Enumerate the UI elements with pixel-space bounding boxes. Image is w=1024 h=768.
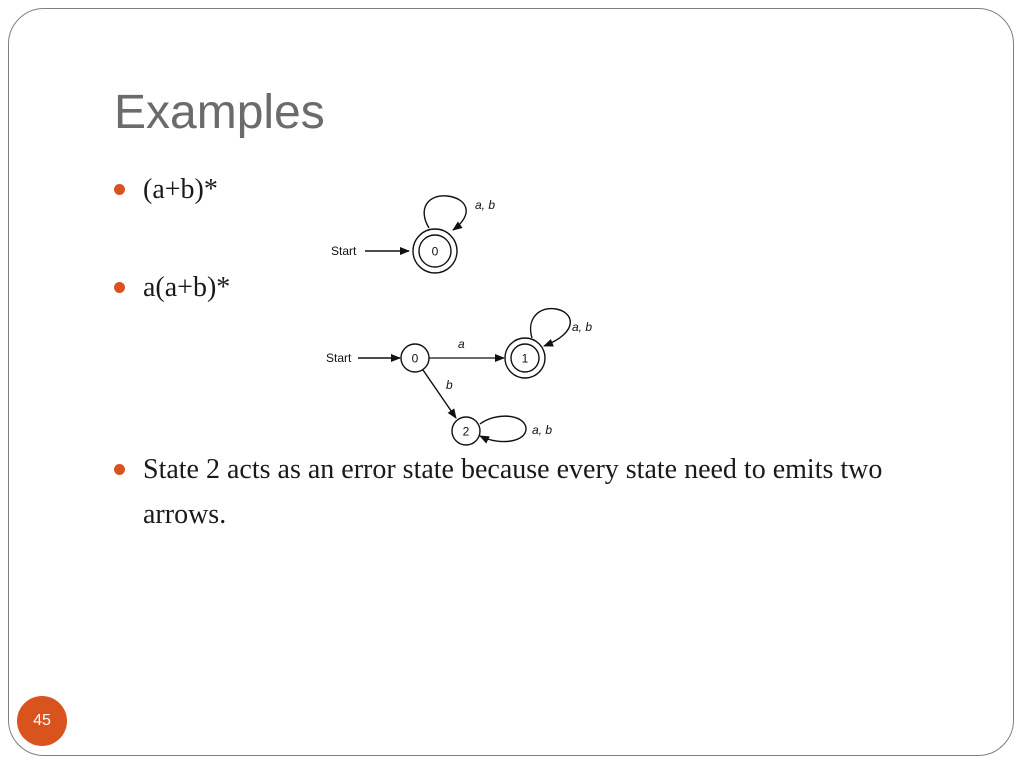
state-label: 0 <box>431 244 439 259</box>
transition-label: a, b <box>572 320 593 334</box>
transition-label: a, b <box>475 198 496 212</box>
transition-label: b <box>446 378 453 392</box>
transition-label: a, b <box>532 423 553 437</box>
slide-title: Examples <box>114 86 325 139</box>
state-0 <box>401 344 429 372</box>
state-2 <box>452 417 480 445</box>
page-number-badge <box>17 696 67 746</box>
transition-label: a <box>458 337 465 351</box>
bullet-text: (a+b)* <box>143 174 218 205</box>
self-loop-arrow <box>480 416 526 441</box>
bullet-text: a(a+b)* <box>143 272 231 303</box>
bullet-dot-icon <box>114 184 125 195</box>
start-label: Start <box>331 244 357 258</box>
bullet-dot-icon <box>114 464 125 475</box>
state-label: 2 <box>462 424 470 439</box>
bullet-text: State 2 acts as an error state because every state need to emits two arrows. <box>143 454 883 530</box>
state-label: 0 <box>411 351 419 366</box>
dfa-diagram-2 <box>320 300 620 455</box>
state-1 <box>505 338 545 378</box>
page-number: 45 <box>33 712 51 729</box>
bullet-item <box>114 448 894 538</box>
self-loop-arrow <box>531 309 571 346</box>
dfa-diagram-2-svg <box>320 300 620 450</box>
state-label: 1 <box>521 351 529 366</box>
bullet-dot-icon <box>114 282 125 293</box>
self-loop-arrow <box>424 196 466 230</box>
start-label: Start <box>326 351 352 365</box>
